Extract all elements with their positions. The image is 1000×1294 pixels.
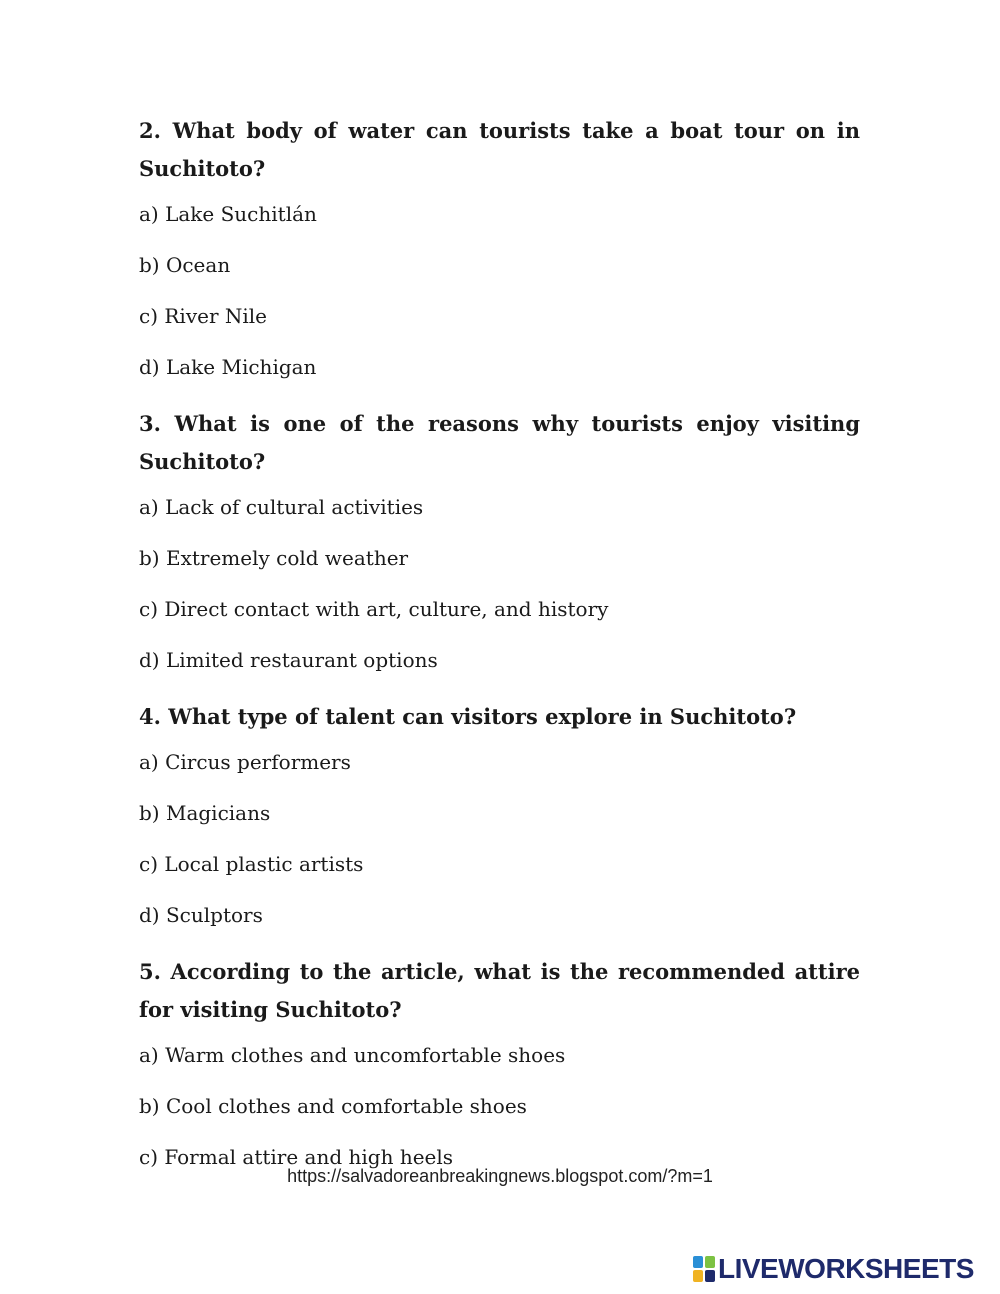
question-4-option-a: a) Circus performers xyxy=(139,750,351,774)
question-5-option-a: a) Warm clothes and uncomfortable shoes xyxy=(139,1043,566,1067)
question-2-option-c: c) River Nile xyxy=(139,304,267,328)
liveworksheets-logo-icon xyxy=(693,1256,715,1282)
question-3-option-a: a) Lack of cultural activities xyxy=(139,495,424,519)
worksheet-content xyxy=(139,112,860,1170)
question-3-option-d: d) Limited restaurant options xyxy=(139,648,438,672)
question-5: 5. According to the article, what is the recommended attire for visiting Suchitoto? xyxy=(139,959,860,1022)
question-3: 3. What is one of the reasons why tourists enjoy visiting Suchitoto? xyxy=(139,411,860,474)
question-4-option-c: c) Local plastic artists xyxy=(139,852,364,876)
question-4-option-d: d) Sculptors xyxy=(139,903,263,927)
liveworksheets-wordmark: LIVEWORKSHEETS xyxy=(718,1253,974,1284)
question-5-option-b: b) Cool clothes and comfortable shoes xyxy=(139,1094,527,1118)
question-2-option-a: a) Lake Suchitlán xyxy=(139,202,317,226)
question-2: 2. What body of water can tourists take a boat tour on in Suchitoto? xyxy=(139,118,860,181)
question-2-option-b: b) Ocean xyxy=(139,253,231,277)
question-5-option-c: c) Formal attire and high heels xyxy=(139,1145,454,1169)
question-4: 4. What type of talent can visitors explore in Suchitoto? xyxy=(139,704,797,729)
question-4-option-b: b) Magicians xyxy=(139,801,271,825)
question-3-option-b: b) Extremely cold weather xyxy=(139,546,409,570)
liveworksheets-brand xyxy=(693,1254,974,1284)
source-url: https://salvadoreanbreakingnews.blogspot.com/?m=1 xyxy=(287,1166,713,1186)
question-3-option-c: c) Direct contact with art, culture, and history xyxy=(139,597,609,621)
question-2-option-d: d) Lake Michigan xyxy=(139,355,317,379)
